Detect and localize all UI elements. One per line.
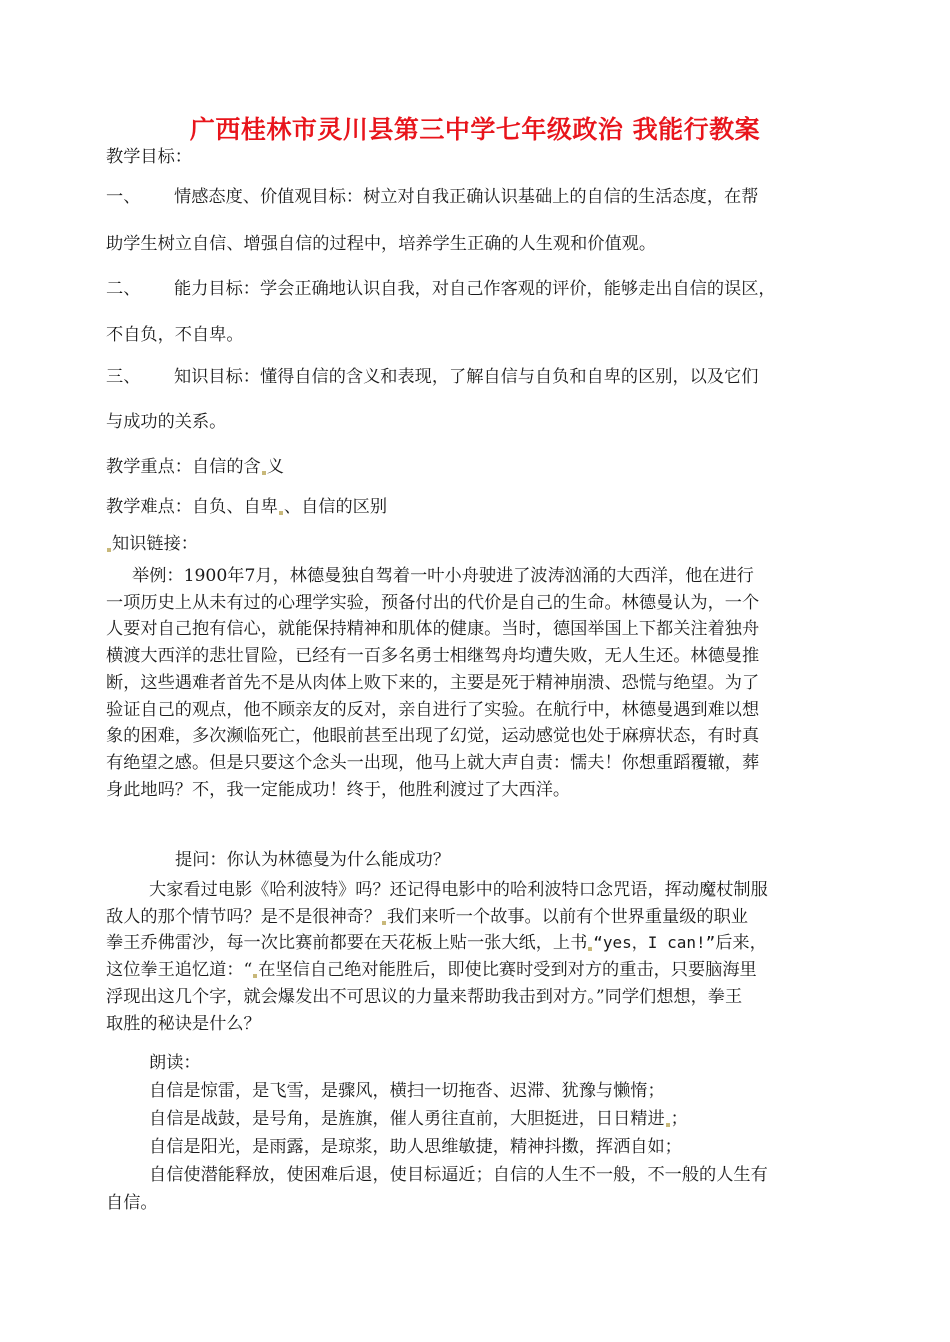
editor-mark [666, 1123, 670, 1127]
editor-mark [382, 921, 386, 925]
poem-line-1: 自信是惊雷，是飞雪，是骤风，横扫一切拖沓、迟滞、犹豫与懒惰； [149, 1081, 665, 1101]
story-text: 在坚信自己绝对能胜后，即使比赛时受到对方的重击，只要脑海里 [258, 960, 757, 981]
story-line [106, 930, 846, 957]
story-text: 我们来听一个故事。以前有个世界重量级的职业 [387, 906, 748, 927]
example-line: 身此地吗？不，我一定能成功！终于，他胜利渡过了大西洋。 [106, 779, 571, 800]
story-english-text: “yes，I can!” [593, 933, 716, 953]
story-paragraph [106, 877, 846, 1037]
story-text: 这位拳王追忆道：“ [106, 960, 253, 981]
goals-label: 教学目标： [106, 147, 192, 167]
editor-mark [588, 947, 592, 951]
goal-1-number: 一、 [106, 187, 141, 207]
question: 提问：你认为林德曼为什么能成功？ [175, 850, 451, 870]
story-line [106, 904, 846, 931]
story-line [106, 957, 846, 984]
example-line: 象的困难，多次濒临死亡，他眼前甚至出现了幻觉，运动感觉也处于麻痹状态，有时真 [106, 726, 760, 747]
poem-text: 自信是战鼓，是号角，是旌旗，催人勇往直前，大胆挺进，日日精进 [149, 1109, 665, 1129]
example-line: 断，这些遇难者首先不是从肉体上败下来的，主要是死于精神崩溃、恐慌与绝望。为了 [106, 672, 760, 693]
difficulty-text-b: 、自信的区别 [283, 497, 388, 517]
story-text: 拳王乔佛雷沙，每一次比赛前都要在天花板上贴一张大纸，上书 [106, 933, 588, 954]
goal-2-line-1: 能力目标：学会正确地认识自我，对自己作客观的评价，能够走出自信的误区， [174, 279, 776, 299]
editor-mark [279, 511, 283, 515]
key-point-text-b: 义 [266, 457, 284, 477]
poem-line-2 [149, 1108, 688, 1130]
knowledge-link-text: 知识链接： [112, 534, 198, 554]
story-line: 大家看过电影《哈利波特》吗？还记得电影中的哈利波特口念咒语，挥动魔杖制服 [149, 880, 768, 900]
goal-2-number: 二、 [106, 279, 141, 299]
document-title: 广西桂林市灵川县第三中学七年级政治 我能行教案 [189, 115, 761, 144]
editor-mark [262, 471, 266, 475]
goal-1-line-1: 情感态度、价值观目标：树立对自我正确认识基础上的自信的生活态度，在帮 [174, 187, 759, 207]
reading-label: 朗读： [149, 1053, 201, 1073]
goal-3-number: 三、 [106, 367, 141, 387]
key-point-text-a: 教学重点：自信的含 [106, 457, 261, 477]
example-line: 验证自己的观点，他不顾亲友的反对，亲自进行了实验。在航行中，林德曼遇到难以想 [106, 699, 760, 720]
story-line: 取胜的秘诀是什么？ [106, 1013, 261, 1034]
example-paragraph [106, 563, 846, 803]
example-line: 横渡大西洋的悲壮冒险，已经有一百多名勇士相继驾舟均遭失败，无人生还。林德曼推 [106, 646, 760, 667]
goal-3-line-2: 与成功的关系。 [106, 412, 227, 432]
poem-line-5: 自信。 [106, 1193, 158, 1213]
example-line: 一项历史上从未有过的心理学实验，预备付出的代价是自己的生命。林德曼认为，一个 [106, 592, 760, 613]
goal-1-line-2: 助学生树立自信、增强自信的过程中，培养学生正确的人生观和价值观。 [106, 234, 657, 254]
example-line: 有绝望之感。但是只要这个念头一出现，他马上就大声自责：懦夫！你想重蹈覆辙，葬 [106, 752, 760, 773]
example-line: 举例：1900年7月，林德曼独自驾着一叶小舟驶进了波涛汹涌的大西洋，他在进行 [132, 566, 754, 586]
story-text: 后来， [715, 933, 767, 954]
story-text: 敌人的那个情节吗？是不是很神奇？ [106, 906, 382, 927]
poem-text: ； [670, 1109, 688, 1129]
poem-line-4: 自信使潜能释放，使困难后退，使目标逼近；自信的人生不一般，不一般的人生有 [149, 1165, 768, 1185]
example-line: 人要对自己抱有信心，就能保持精神和肌体的健康。当时，德国举国上下都关注着独舟 [106, 619, 760, 640]
story-line: 浮现出这几个字，就会爆发出不可思议的力量来帮助我击到对方。”同学们想想，拳王 [106, 986, 743, 1007]
key-point [106, 456, 284, 478]
goal-2-line-2: 不自负，不自卑。 [106, 325, 244, 345]
editor-mark [253, 974, 257, 978]
poem-line-3: 自信是阳光，是雨露，是琼浆，助人思维敏捷，精神抖擞，挥洒自如； [149, 1137, 682, 1157]
knowledge-link-label [106, 533, 198, 555]
editor-mark [107, 548, 111, 552]
difficulty-text-a: 教学难点：自负、自卑 [106, 497, 278, 517]
difficulty-point [106, 496, 387, 518]
goal-3-line-1: 知识目标：懂得自信的含义和表现，了解自信与自负和自卑的区别，以及它们 [174, 367, 759, 387]
